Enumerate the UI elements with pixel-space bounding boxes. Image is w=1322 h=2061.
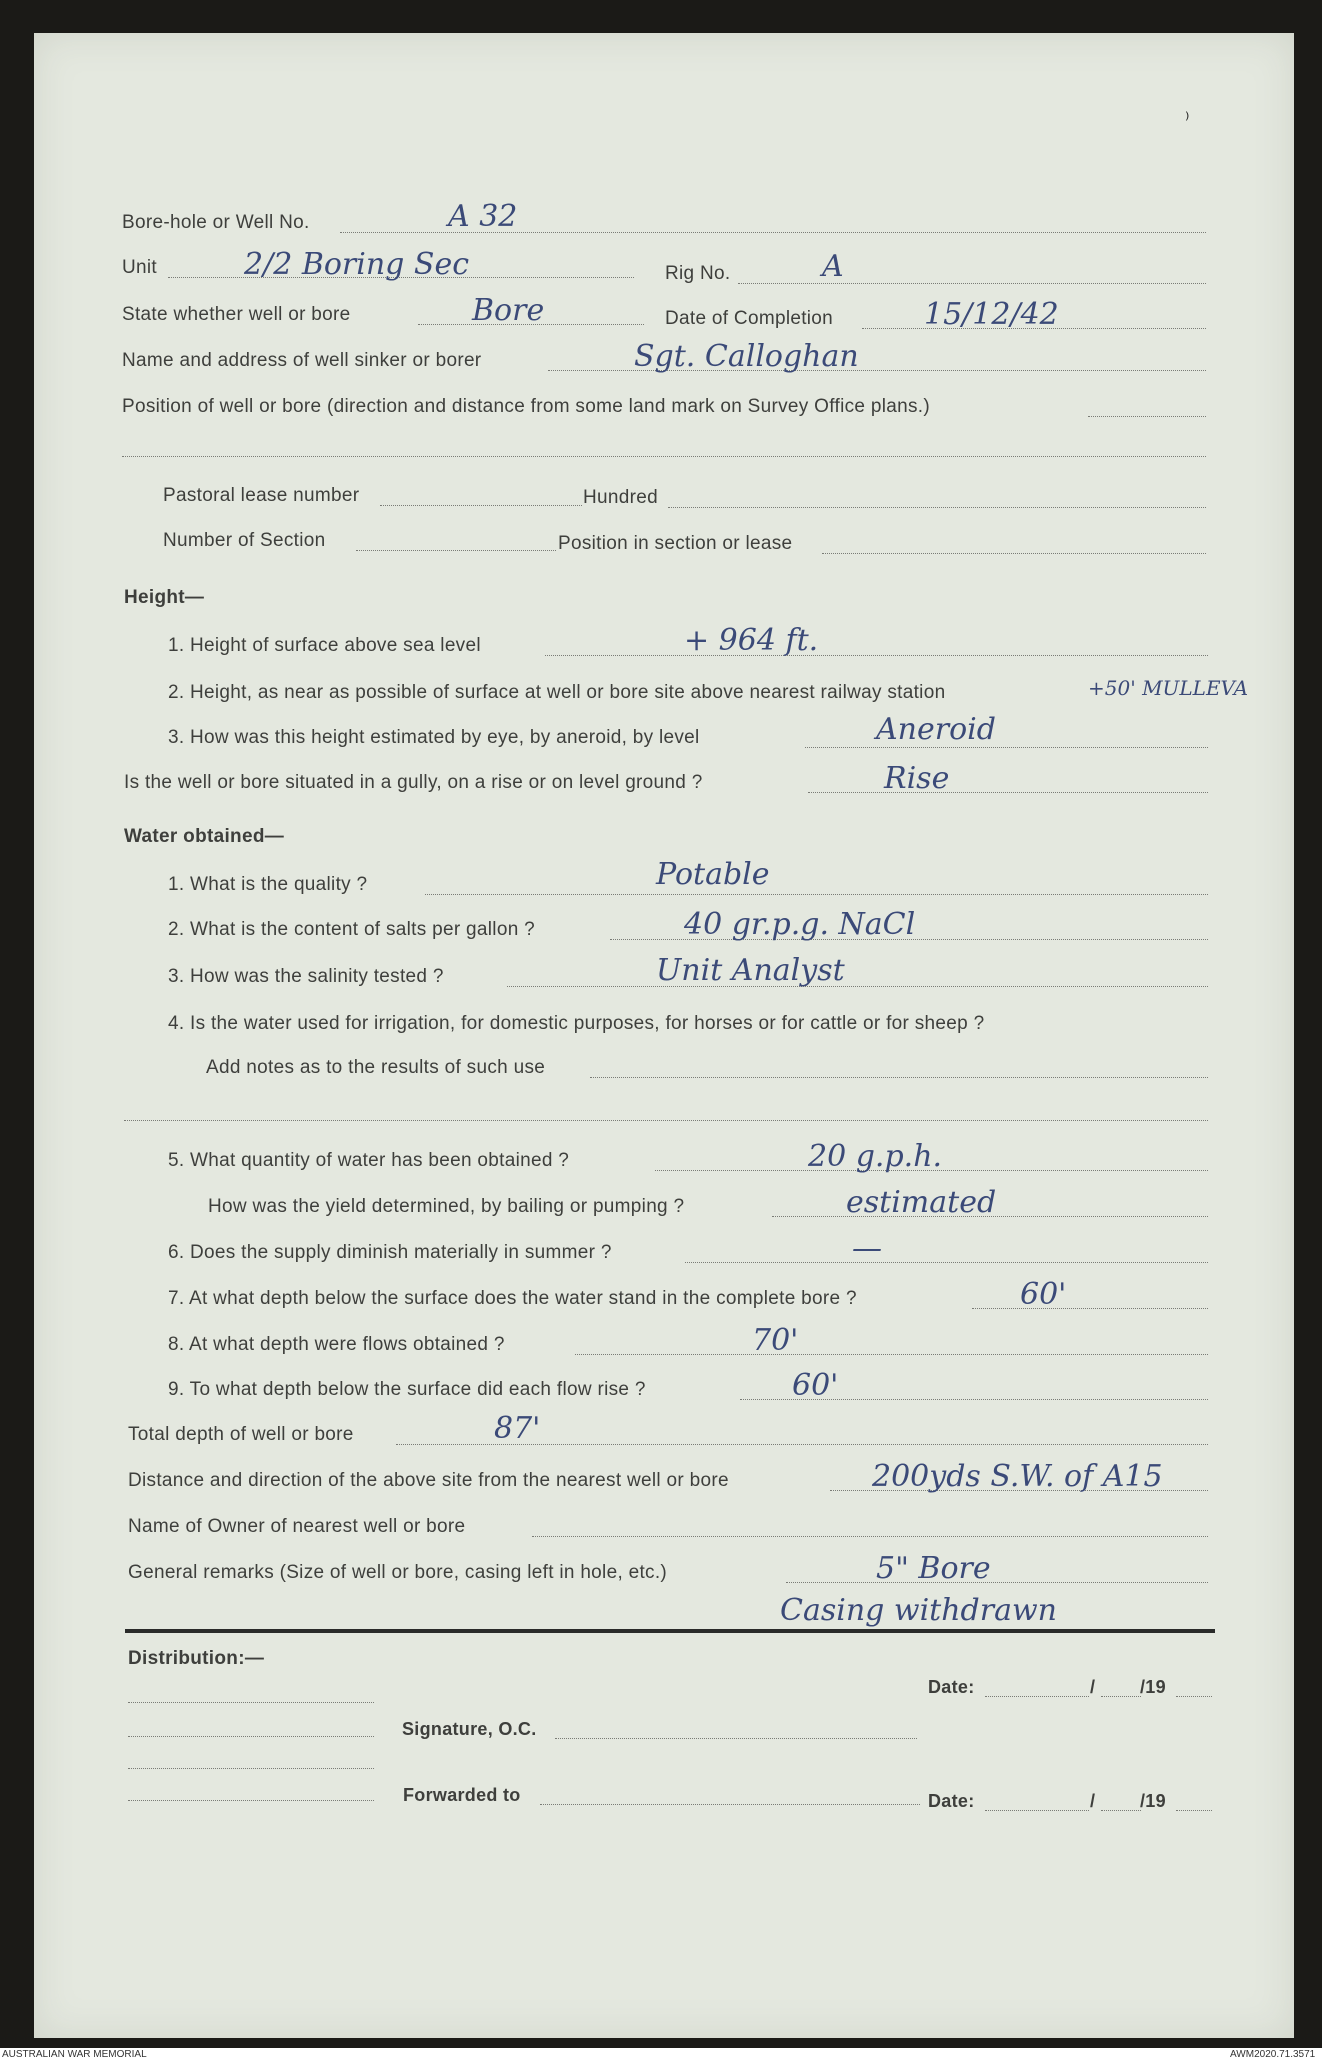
- hundred-line: [668, 507, 1206, 508]
- water-q3-line: [507, 986, 1208, 987]
- height-q3-entry: Aneroid: [876, 712, 996, 747]
- distance-entry: 200yds S.W. of A15: [872, 1459, 1163, 1494]
- remarks-entry-1: 5" Bore: [876, 1551, 991, 1586]
- position-section-label: Position in section or lease: [558, 533, 793, 554]
- water-q8: 8. At what depth were flows obtained ?: [168, 1334, 505, 1355]
- position-line-2: [122, 456, 1206, 457]
- water-q8-line: [575, 1354, 1208, 1355]
- height-q3: 3. How was this height estimated by eye, by aneroid, by level: [168, 727, 700, 748]
- total-depth-entry: 87': [494, 1411, 541, 1446]
- rig-line: [738, 283, 1206, 284]
- water-q5: 5. What quantity of water has been obtained ?: [168, 1150, 570, 1171]
- ground-question: Is the well or bore situated in a gully, on a rise or on level ground ?: [124, 772, 703, 793]
- remarks-label: General remarks (Size of well or bore, casing left in hole, etc.): [128, 1562, 668, 1583]
- bore-no-label: Bore-hole or Well No.: [122, 212, 310, 233]
- date-label-2: Date:: [928, 1791, 975, 1811]
- well-or-bore-entry: Bore: [472, 293, 545, 328]
- water-q5-entry: 20 g.p.h.: [808, 1139, 943, 1174]
- owner-label: Name of Owner of nearest well or bore: [128, 1516, 466, 1537]
- well-or-bore-label: State whether well or bore: [122, 304, 351, 325]
- forwarded-label: Forwarded to: [403, 1785, 521, 1805]
- archive-reference: AWM2020.71.3571: [1230, 2049, 1316, 2060]
- water-q5b-entry: estimated: [846, 1185, 997, 1220]
- sinker-label: Name and address of well sinker or borer: [122, 350, 482, 371]
- position-label: Position of well or bore (direction and distance from some land mark on Survey Office plans.): [122, 396, 930, 417]
- remarks-entry-2: Casing withdrawn: [780, 1593, 1057, 1628]
- ground-line: [808, 792, 1208, 793]
- completion-entry: 15/12/42: [924, 297, 1059, 332]
- water-q1-line: [425, 894, 1208, 895]
- rig-label: Rig No.: [665, 263, 731, 284]
- water-q3-entry: Unit Analyst: [656, 953, 845, 988]
- water-q9-entry: 60': [792, 1368, 839, 1403]
- distribution-line-2: [128, 1736, 374, 1737]
- date-label-1: Date:: [928, 1677, 975, 1697]
- height-q3-line: [805, 747, 1208, 748]
- remarks-line: [786, 1582, 1208, 1583]
- signature-line: [555, 1738, 917, 1739]
- date-line-2c: [1176, 1810, 1212, 1811]
- paper-tear-mark: ⁾: [1185, 109, 1190, 129]
- height-q2-entry: +50' MULLEVA: [1088, 676, 1249, 700]
- water-q1-entry: Potable: [656, 857, 770, 892]
- bore-no-entry: A 32: [448, 199, 518, 234]
- date-slash-1: /: [1090, 1677, 1096, 1697]
- rig-entry: A: [822, 249, 844, 284]
- owner-line: [532, 1536, 1208, 1537]
- water-q4-notes-line-2: [124, 1120, 1208, 1121]
- water-q7-line: [972, 1308, 1208, 1309]
- height-q1-line: [545, 655, 1208, 656]
- signature-label: Signature, O.C.: [402, 1719, 537, 1739]
- distribution-heading: Distribution:—: [128, 1648, 265, 1669]
- water-q3: 3. How was the salinity tested ?: [168, 966, 444, 987]
- section-divider: [125, 1629, 1215, 1633]
- forwarded-line: [540, 1804, 920, 1805]
- pastoral-label: Pastoral lease number: [163, 485, 360, 506]
- date-line-1b: [1101, 1696, 1141, 1697]
- date-line-2b: [1101, 1810, 1141, 1811]
- water-q7-entry: 60': [1020, 1277, 1067, 1312]
- date-line-2a: [985, 1810, 1089, 1811]
- water-q1: 1. What is the quality ?: [168, 874, 368, 895]
- unit-entry: 2/2 Boring Sec: [244, 247, 470, 282]
- distribution-line-1: [128, 1702, 374, 1703]
- hundred-label: Hundred: [583, 487, 658, 508]
- ground-entry: Rise: [884, 761, 950, 796]
- water-q4-notes-line: [590, 1077, 1208, 1078]
- archive-credit: AUSTRALIAN WAR MEMORIAL: [2, 2049, 147, 2060]
- position-section-line: [822, 553, 1206, 554]
- height-heading: Height—: [124, 587, 205, 608]
- water-heading: Water obtained—: [124, 826, 285, 847]
- date-slash-2: /: [1090, 1791, 1096, 1811]
- pastoral-line: [380, 505, 582, 506]
- height-q1-entry: + 964 ft.: [684, 623, 819, 658]
- section-line: [356, 550, 556, 551]
- date-line-1a: [985, 1696, 1089, 1697]
- distribution-line-4: [128, 1800, 374, 1801]
- water-q6: 6. Does the supply diminish materially in summer ?: [168, 1242, 612, 1263]
- water-q9: 9. To what depth below the surface did each flow rise ?: [168, 1379, 646, 1400]
- water-q4: 4. Is the water used for irrigation, for domestic purposes, for horses or for cattle or for sheep ?: [168, 1013, 985, 1034]
- distance-label: Distance and direction of the above site from the nearest well or bore: [128, 1470, 729, 1491]
- water-q5b: How was the yield determined, by bailing or pumping ?: [208, 1196, 685, 1217]
- water-q8-entry: 70': [752, 1323, 799, 1358]
- water-q6-line: [685, 1262, 1208, 1263]
- unit-label: Unit: [122, 257, 157, 278]
- total-depth-label: Total depth of well or bore: [128, 1424, 354, 1445]
- water-q4-notes: Add notes as to the results of such use: [206, 1057, 546, 1078]
- date-year-2: /19: [1140, 1791, 1166, 1811]
- section-label: Number of Section: [163, 530, 326, 551]
- date-line-1c: [1176, 1696, 1212, 1697]
- water-q2-entry: 40 gr.p.g. NaCl: [684, 907, 916, 942]
- water-q6-entry: —: [852, 1231, 882, 1266]
- water-q7: 7. At what depth below the surface does the water stand in the complete bore ?: [168, 1288, 857, 1309]
- position-line-1: [1088, 416, 1206, 417]
- water-q2: 2. What is the content of salts per gallon ?: [168, 919, 536, 940]
- height-q2: 2. Height, as near as possible of surface at well or bore site above nearest railway station: [168, 682, 946, 703]
- height-q1: 1. Height of surface above sea level: [168, 635, 481, 656]
- completion-label: Date of Completion: [665, 308, 834, 329]
- date-year-1: /19: [1140, 1677, 1166, 1697]
- distribution-line-3: [128, 1768, 374, 1769]
- sinker-entry: Sgt. Calloghan: [634, 339, 859, 374]
